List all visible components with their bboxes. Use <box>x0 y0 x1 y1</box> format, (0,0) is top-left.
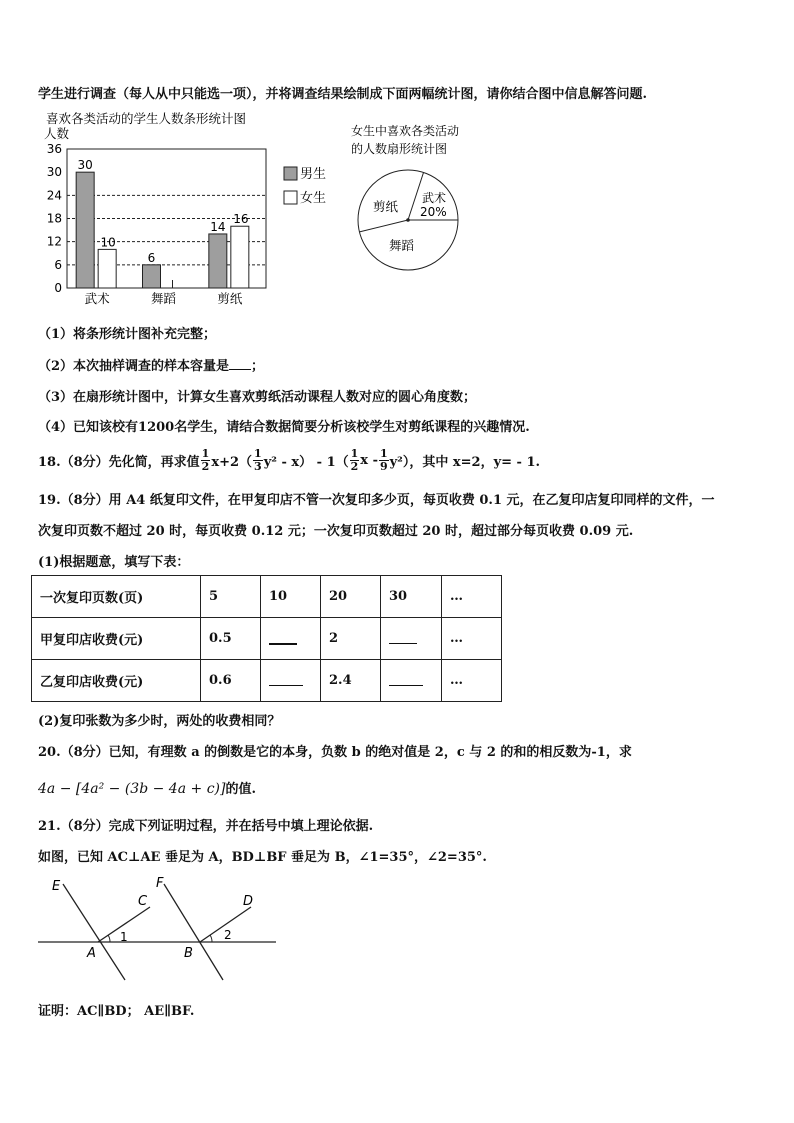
q18-f2-num: 1 <box>254 446 262 460</box>
table-row <box>32 576 502 618</box>
table-cell: 乙复印店收费(元) <box>32 660 201 702</box>
bar <box>231 226 249 288</box>
legend-swatch-male <box>284 167 297 180</box>
y-tick-label: 12 <box>46 234 62 249</box>
q18-f4-den: 9 <box>379 459 388 473</box>
bar-value-label: 6 <box>147 250 156 265</box>
q20-expression: 4a − [4a² − (3b − 4a + c)] <box>38 781 226 797</box>
legend-label-male: 男生 <box>300 167 327 182</box>
bar <box>209 234 227 288</box>
answer-blank[interactable] <box>389 629 417 644</box>
label-angle-2: 2 <box>224 928 232 942</box>
q17-part2 <box>38 355 264 374</box>
label-B: B <box>184 946 193 961</box>
table-cell: 一次复印页数(页) <box>32 576 201 618</box>
table-cell: 20 <box>321 576 381 618</box>
q18-text-b: x+2（ <box>211 454 253 470</box>
bar-chart-ylabel: 人数 <box>44 126 70 141</box>
x-tick-label: 剪纸 <box>217 291 243 306</box>
table-cell: … <box>442 576 502 618</box>
q21-proof: 证明：AC∥BD； AE∥BF. <box>38 1004 195 1019</box>
table-cell-blank[interactable] <box>381 660 442 702</box>
y-tick-label: 0 <box>54 281 62 295</box>
legend-label-female: 女生 <box>300 191 327 206</box>
fee-table <box>31 575 502 702</box>
bar <box>76 172 94 288</box>
q21-line2: 如图，已知 AC⊥AE 垂足为 A，BD⊥BF 垂足为 B，∠1=35°，∠2=35°. <box>38 850 487 865</box>
table-cell-blank[interactable] <box>381 618 442 660</box>
q21-line1: 21.（8分）完成下列证明过程，并在括号中填上理论依据. <box>38 819 374 834</box>
table-cell: 5 <box>201 576 261 618</box>
pie-chart <box>345 120 495 275</box>
q19-line2: 次复印页数不超过 20 时，每页收费 0.12 元；一次复印页数超过 20 时，超过部分每页收费 0.09 元. <box>38 524 634 539</box>
bar-chart-title: 喜欢各类活动的学生人数条形统计图 <box>46 111 247 126</box>
q20-expression-line <box>38 778 256 797</box>
q18-fraction-4 <box>379 448 389 473</box>
q17-part4: （4）已知该校有1200名学生，请结合数据简要分析该校学生对剪纸课程的兴趣情况. <box>38 420 530 435</box>
q18-text-e: y²），其中 x=2，y= - 1. <box>389 454 541 470</box>
table-cell-blank[interactable] <box>261 618 321 660</box>
q20-tail: 的值. <box>225 782 256 797</box>
angle-2-arc <box>210 935 212 942</box>
table-cell: 甲复印店收费(元) <box>32 618 201 660</box>
y-tick-label: 36 <box>46 142 62 156</box>
q17-answer-blank[interactable] <box>229 355 251 370</box>
q17-part1: （1）将条形统计图补充完整； <box>38 327 217 342</box>
q17-part2-end: ； <box>251 359 265 374</box>
answer-blank[interactable] <box>389 671 423 686</box>
q18-f1-den: 2 <box>201 459 210 473</box>
table-cell: 2.4 <box>321 660 381 702</box>
bar-value-label: 30 <box>77 158 93 173</box>
table-cell: 10 <box>261 576 321 618</box>
x-tick-label: 舞蹈 <box>150 291 177 306</box>
pie-label-percent: 20% <box>420 205 447 219</box>
bar-chart <box>30 108 340 313</box>
q18-text-c: y² - x） - 1（ <box>263 454 349 470</box>
y-tick-label: 30 <box>46 165 62 180</box>
bar-value-label: 10 <box>100 235 116 250</box>
q20-line1: 20.（8分）已知，有理数 a 的倒数是它的本身，负数 b 的绝对值是 2，c 与 2 的和的相反数为-1，求 <box>38 745 632 760</box>
intro-text: 学生进行调查（每人从中只能选一项），并将调查结果绘制成下面两幅统计图，请你结合图中信息解答问题. <box>38 87 648 102</box>
table-cell: … <box>442 660 502 702</box>
label-A: A <box>87 946 96 961</box>
table-cell: 0.5 <box>201 618 261 660</box>
table-row <box>32 618 502 660</box>
answer-blank[interactable] <box>269 671 303 686</box>
q18-text-d: x - <box>360 452 378 468</box>
q18-fraction-1 <box>201 448 211 473</box>
q17-part2-text: （2）本次抽样调查的样本容量是 <box>38 359 230 374</box>
q18-f3-num: 1 <box>350 446 359 460</box>
label-angle-1: 1 <box>120 930 128 944</box>
q18-line <box>38 443 540 477</box>
label-C: C <box>138 894 148 909</box>
table-cell: 2 <box>321 618 381 660</box>
table-cell: 30 <box>381 576 442 618</box>
label-D: D <box>243 894 254 909</box>
label-E: E <box>52 879 61 894</box>
line-EA <box>63 884 125 980</box>
q18-f2-den: 3 <box>254 459 262 473</box>
q19-line1: 19.（8分）用 A4 纸复印文件，在甲复印店不管一次复印多少页，每页收费 0.1 元，在乙复印店复印同样的文件，一 <box>38 493 715 508</box>
pie-chart-title-2: 的人数扇形统计图 <box>351 142 448 156</box>
pie-label-martial: 武术 <box>422 191 447 205</box>
q18-fraction-3 <box>350 448 360 473</box>
answer-blank[interactable] <box>269 629 297 645</box>
q18-fraction-2 <box>253 448 263 473</box>
q18-f3-den: 2 <box>350 459 359 473</box>
table-cell: … <box>442 618 502 660</box>
legend-swatch-female <box>284 191 297 204</box>
bar <box>143 265 161 288</box>
table-cell: 0.6 <box>201 660 261 702</box>
q18-text-a: 18.（8分）先化简，再求值 <box>38 454 200 470</box>
q19-part1: (1)根据题意，填写下表： <box>38 555 190 570</box>
q17-part3: （3）在扇形统计图中，计算女生喜欢剪纸活动课程人数对应的圆心角度数； <box>38 390 477 405</box>
pie-center <box>406 218 410 222</box>
bar <box>98 249 116 288</box>
bar-value-label: 14 <box>210 219 226 234</box>
q19-part2: (2)复印张数为多少时，两处的收费相同？ <box>38 714 281 729</box>
y-tick-label: 6 <box>54 257 62 272</box>
bar-value-label: 16 <box>233 212 249 227</box>
pie-label-paper: 剪纸 <box>373 199 399 214</box>
table-cell-blank[interactable] <box>261 660 321 702</box>
q18-f4-num: 1 <box>379 446 388 460</box>
x-tick-label: 武术 <box>84 291 110 306</box>
q18-f1-num: 1 <box>201 446 210 460</box>
label-F: F <box>156 876 164 891</box>
y-tick-label: 24 <box>46 188 62 203</box>
pie-chart-title-1: 女生中喜欢各类活动 <box>351 124 460 138</box>
pie-label-dance: 舞蹈 <box>389 238 415 253</box>
y-tick-label: 18 <box>46 211 62 226</box>
geometry-figure <box>30 870 290 990</box>
angle-1-arc <box>108 935 110 942</box>
table-row <box>32 660 502 702</box>
